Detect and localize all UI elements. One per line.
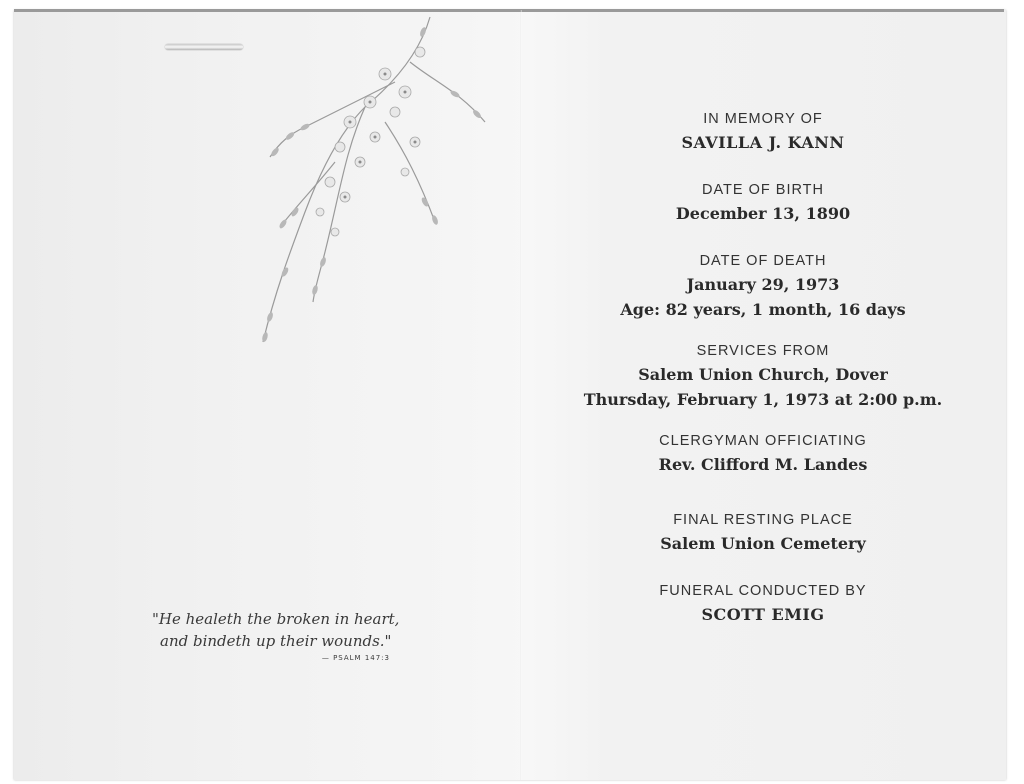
verse-source: — PSALM 147:3	[321, 654, 390, 662]
floral-spray-illustration	[245, 12, 505, 352]
birth-date: December 13, 1890	[675, 204, 851, 223]
memory-label: IN MEMORY OF	[703, 111, 823, 127]
death-date: January 29, 1973	[686, 275, 840, 294]
death-label: DATE OF DEATH	[699, 253, 827, 269]
verse-line-1: "He healeth the broken in heart,	[152, 610, 400, 628]
verse-line-2: and bindeth up their wounds."	[160, 632, 392, 650]
services-place: Salem Union Church, Dover	[638, 365, 888, 384]
funeral-director: SCOTT EMIG	[701, 605, 825, 624]
age: Age: 82 years, 1 month, 16 days	[620, 300, 906, 319]
services-label: SERVICES FROM	[696, 343, 830, 359]
card-fold	[520, 10, 522, 780]
resting-label: FINAL RESTING PLACE	[673, 512, 853, 528]
staple	[165, 44, 243, 50]
memorial-details	[555, 108, 971, 627]
scripture-verse	[140, 608, 410, 664]
card-top-edge	[14, 9, 1004, 12]
clergy-label: CLERGYMAN OFFICIATING	[659, 433, 867, 449]
birth-label: DATE OF BIRTH	[701, 182, 825, 198]
deceased-name: SAVILLA J. KANN	[681, 133, 845, 152]
funeral-label: FUNERAL CONDUCTED BY	[659, 583, 867, 599]
services-time: Thursday, February 1, 1973 at 2:00 p.m.	[583, 390, 943, 409]
resting-place: Salem Union Cemetery	[660, 534, 866, 553]
clergy-name: Rev. Clifford M. Landes	[658, 455, 868, 474]
